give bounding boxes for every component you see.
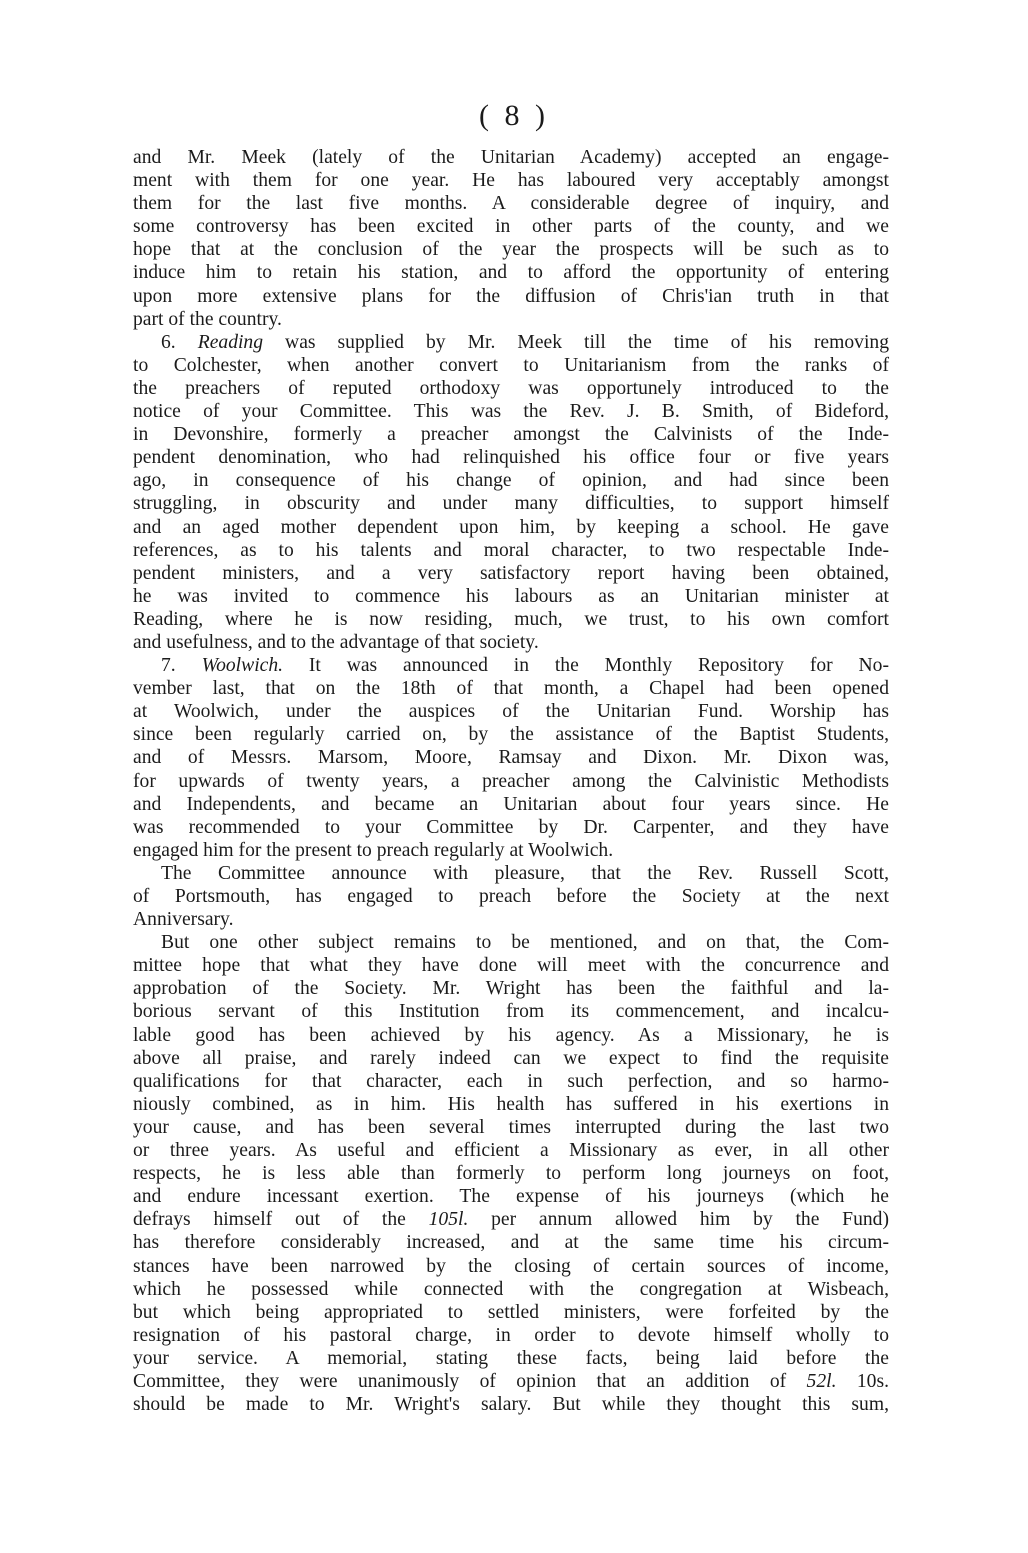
line-text: induce him to retain his station, and to afford the opportunity of entering: [133, 262, 889, 284]
text-line: [133, 1231, 889, 1254]
text-line: [133, 816, 889, 839]
text-line: [133, 492, 889, 515]
text-line: [133, 631, 889, 654]
line-text: for upwards of twenty years, a preacher among the Calvinistic Methodists: [133, 770, 889, 792]
text-line: [133, 677, 889, 700]
text-line: [133, 585, 889, 608]
text-line: [133, 1208, 889, 1231]
text-line: [133, 1070, 889, 1093]
line-text: Reading, where he is now residing, much, we trust, to his own comfort: [133, 608, 889, 630]
text-line: [133, 1000, 889, 1023]
line-text: at Woolwich, under the auspices of the Unitarian Fund. Worship has: [133, 701, 889, 723]
line-text: above all praise, and rarely indeed can we expect to find the requisite: [133, 1047, 889, 1069]
line-text: which he possessed while connected with the congregation at Wisbeach,: [133, 1278, 889, 1300]
line-text: and of Messrs. Marsom, Moore, Ramsay and Dixon. Mr. Dixon was,: [133, 747, 889, 769]
line-text: and Mr. Meek (lately of the Unitarian Academy) accepted an engage-: [133, 147, 889, 168]
text-line: [133, 793, 889, 816]
line-text: per annum allowed him by the Fund): [468, 1209, 889, 1231]
text-line: [133, 1393, 889, 1416]
line-text: notice of your Committee. This was the Rev. J. B. Smith, of Bideford,: [133, 401, 889, 423]
text-line: [133, 1139, 889, 1162]
text-line: [133, 238, 889, 261]
text-line: [133, 539, 889, 562]
line-text: references, as to his talents and moral character, to two respectable Inde-: [133, 539, 889, 561]
line-text: should be made to Mr. Wright's salary. But while they thought this sum,: [133, 1394, 889, 1416]
line-text: engaged him for the present to preach regularly at Woolwich.: [133, 839, 614, 861]
text-line: [133, 261, 889, 284]
line-text: struggling, in obscurity and under many difficulties, to support himself: [133, 493, 889, 515]
line-text: pendent ministers, and a very satisfactory report having been obtained,: [133, 562, 889, 584]
line-text: ago, in consequence of his change of opinion, and had since been: [133, 470, 889, 492]
line-text: stances have been narrowed by the closing of certain sources of income,: [133, 1255, 889, 1277]
line-text: lable good has been achieved by his agency. As a Missionary, he is: [133, 1024, 889, 1046]
line-text: has therefore considerably increased, and at the same time his circum-: [133, 1232, 889, 1254]
text-line: [133, 192, 889, 215]
line-text: of Portsmouth, has engaged to preach before the Society at the next: [133, 886, 889, 907]
text-line: [133, 354, 889, 377]
line-text: to Colchester, when another convert to Unitarianism from the ranks of: [133, 354, 889, 376]
text-line: [133, 1370, 889, 1393]
page-number: ( 8 ): [479, 99, 549, 132]
line-text: or three years. As useful and efficient a Missionary as ever, in all other: [133, 1140, 889, 1162]
italic-text: 105l.: [428, 1209, 469, 1231]
line-text: some controversy has been excited in other parts of the county, and we: [133, 216, 889, 238]
text-line: [133, 954, 889, 977]
text-line: [133, 1024, 889, 1047]
line-text: the preachers of reputed orthodoxy was opportunely introduced to the: [133, 377, 889, 399]
line-text: hope that at the conclusion of the year the prospects will be such as to: [133, 239, 889, 261]
text-line: [133, 377, 889, 400]
text-line: [133, 469, 889, 492]
line-text: borious servant of this Institution from its commencement, and incalcu-: [133, 1001, 889, 1023]
line-text: mittee hope that what they have done will meet with the concurrence and: [133, 955, 889, 977]
body-text: [133, 146, 889, 1416]
text-line: [133, 446, 889, 469]
text-line: [133, 839, 889, 862]
text-line: [133, 908, 889, 931]
text-line: [133, 862, 889, 885]
text-line: [133, 931, 889, 954]
line-text: upon more extensive plans for the diffusion of Chris'ian truth in that: [133, 285, 889, 307]
italic-text: Woolwich.: [201, 655, 284, 677]
text-line: [133, 1347, 889, 1370]
line-text: your cause, and has been several times interrupted during the last two: [133, 1116, 889, 1138]
line-text: The Committee announce with pleasure, that the Rev. Russell Scott,: [161, 862, 889, 884]
line-text: since been regularly carried on, by the assistance of the Baptist Students,: [133, 724, 889, 746]
line-text: and Independents, and became an Unitarian about four years since. He: [133, 793, 889, 815]
line-text: but which being appropriated to settled ministers, were forfeited by the: [133, 1301, 889, 1323]
line-text: and endure incessant exertion. The expense of his journeys (which he: [133, 1186, 889, 1208]
italic-text: 52l.: [806, 1370, 837, 1392]
text-line: [133, 562, 889, 585]
text-line: [133, 700, 889, 723]
line-text: 10s.: [836, 1370, 889, 1392]
text-line: [133, 1255, 889, 1278]
text-line: [133, 331, 889, 354]
italic-text: Reading: [197, 331, 264, 353]
text-line: [133, 215, 889, 238]
line-text: was recommended to your Committee by Dr. Carpenter, and they have: [133, 816, 889, 838]
line-text: and an aged mother dependent upon him, by keeping a school. He gave: [133, 516, 889, 538]
line-text: But one other subject remains to be mentioned, and on that, the Com-: [161, 932, 889, 954]
line-text: them for the last five months. A considerable degree of inquiry, and: [133, 193, 889, 215]
text-line: [133, 1324, 889, 1347]
line-text: Anniversary.: [133, 909, 234, 931]
line-text: pendent denomination, who had relinquished his office four or five years: [133, 447, 889, 469]
line-text: your service. A memorial, stating these facts, being laid before the: [133, 1347, 889, 1369]
text-line: [133, 1093, 889, 1116]
section-number: 7.: [161, 655, 202, 677]
text-line: [133, 423, 889, 446]
text-line: [133, 400, 889, 423]
line-text: was supplied by Mr. Meek till the time of his removing: [263, 331, 890, 353]
text-line: [133, 1301, 889, 1324]
line-text: niously combined, as in him. His health has suffered in his exertions in: [133, 1093, 889, 1115]
text-line: [133, 1162, 889, 1185]
text-line: [133, 308, 889, 331]
text-line: [133, 977, 889, 1000]
line-text: in Devonshire, formerly a preacher amongst the Calvinists of the Inde-: [133, 424, 889, 446]
section-number: 6.: [161, 331, 198, 353]
text-line: [133, 746, 889, 769]
text-line: [133, 608, 889, 631]
text-line: [133, 1047, 889, 1070]
text-line: [133, 169, 889, 192]
line-text: he was invited to commence his labours as an Unitarian minister at: [133, 585, 889, 607]
text-line: [133, 285, 889, 308]
line-text: approbation of the Society. Mr. Wright has been the faithful and la-: [133, 978, 889, 1000]
text-line: [133, 770, 889, 793]
line-text: resignation of his pastoral charge, in order to devote himself wholly to: [133, 1324, 889, 1346]
text-line: [133, 1116, 889, 1139]
text-line: [133, 146, 889, 169]
line-text: qualifications for that character, each in such perfection, and so harmo-: [133, 1070, 889, 1092]
text-line: [133, 1278, 889, 1301]
line-text: ment with them for one year. He has laboured very acceptably amongst: [133, 170, 889, 192]
text-line: [133, 885, 889, 908]
text-line: [133, 1185, 889, 1208]
line-text: and usefulness, and to the advantage of that society.: [133, 631, 539, 653]
line-text-pre: Committee, they were unanimously of opinion that an addition of: [133, 1370, 807, 1392]
line-text: part of the country.: [133, 308, 282, 330]
text-line: [133, 654, 889, 677]
line-text: respects, he is less able than formerly to perform long journeys on foot,: [133, 1163, 889, 1185]
line-text: vember last, that on the 18th of that month, a Chapel had been opened: [133, 678, 889, 700]
line-text: It was announced in the Monthly Repository for No-: [283, 655, 890, 677]
line-text-pre: defrays himself out of the: [133, 1209, 429, 1231]
text-line: [133, 723, 889, 746]
text-line: [133, 516, 889, 539]
